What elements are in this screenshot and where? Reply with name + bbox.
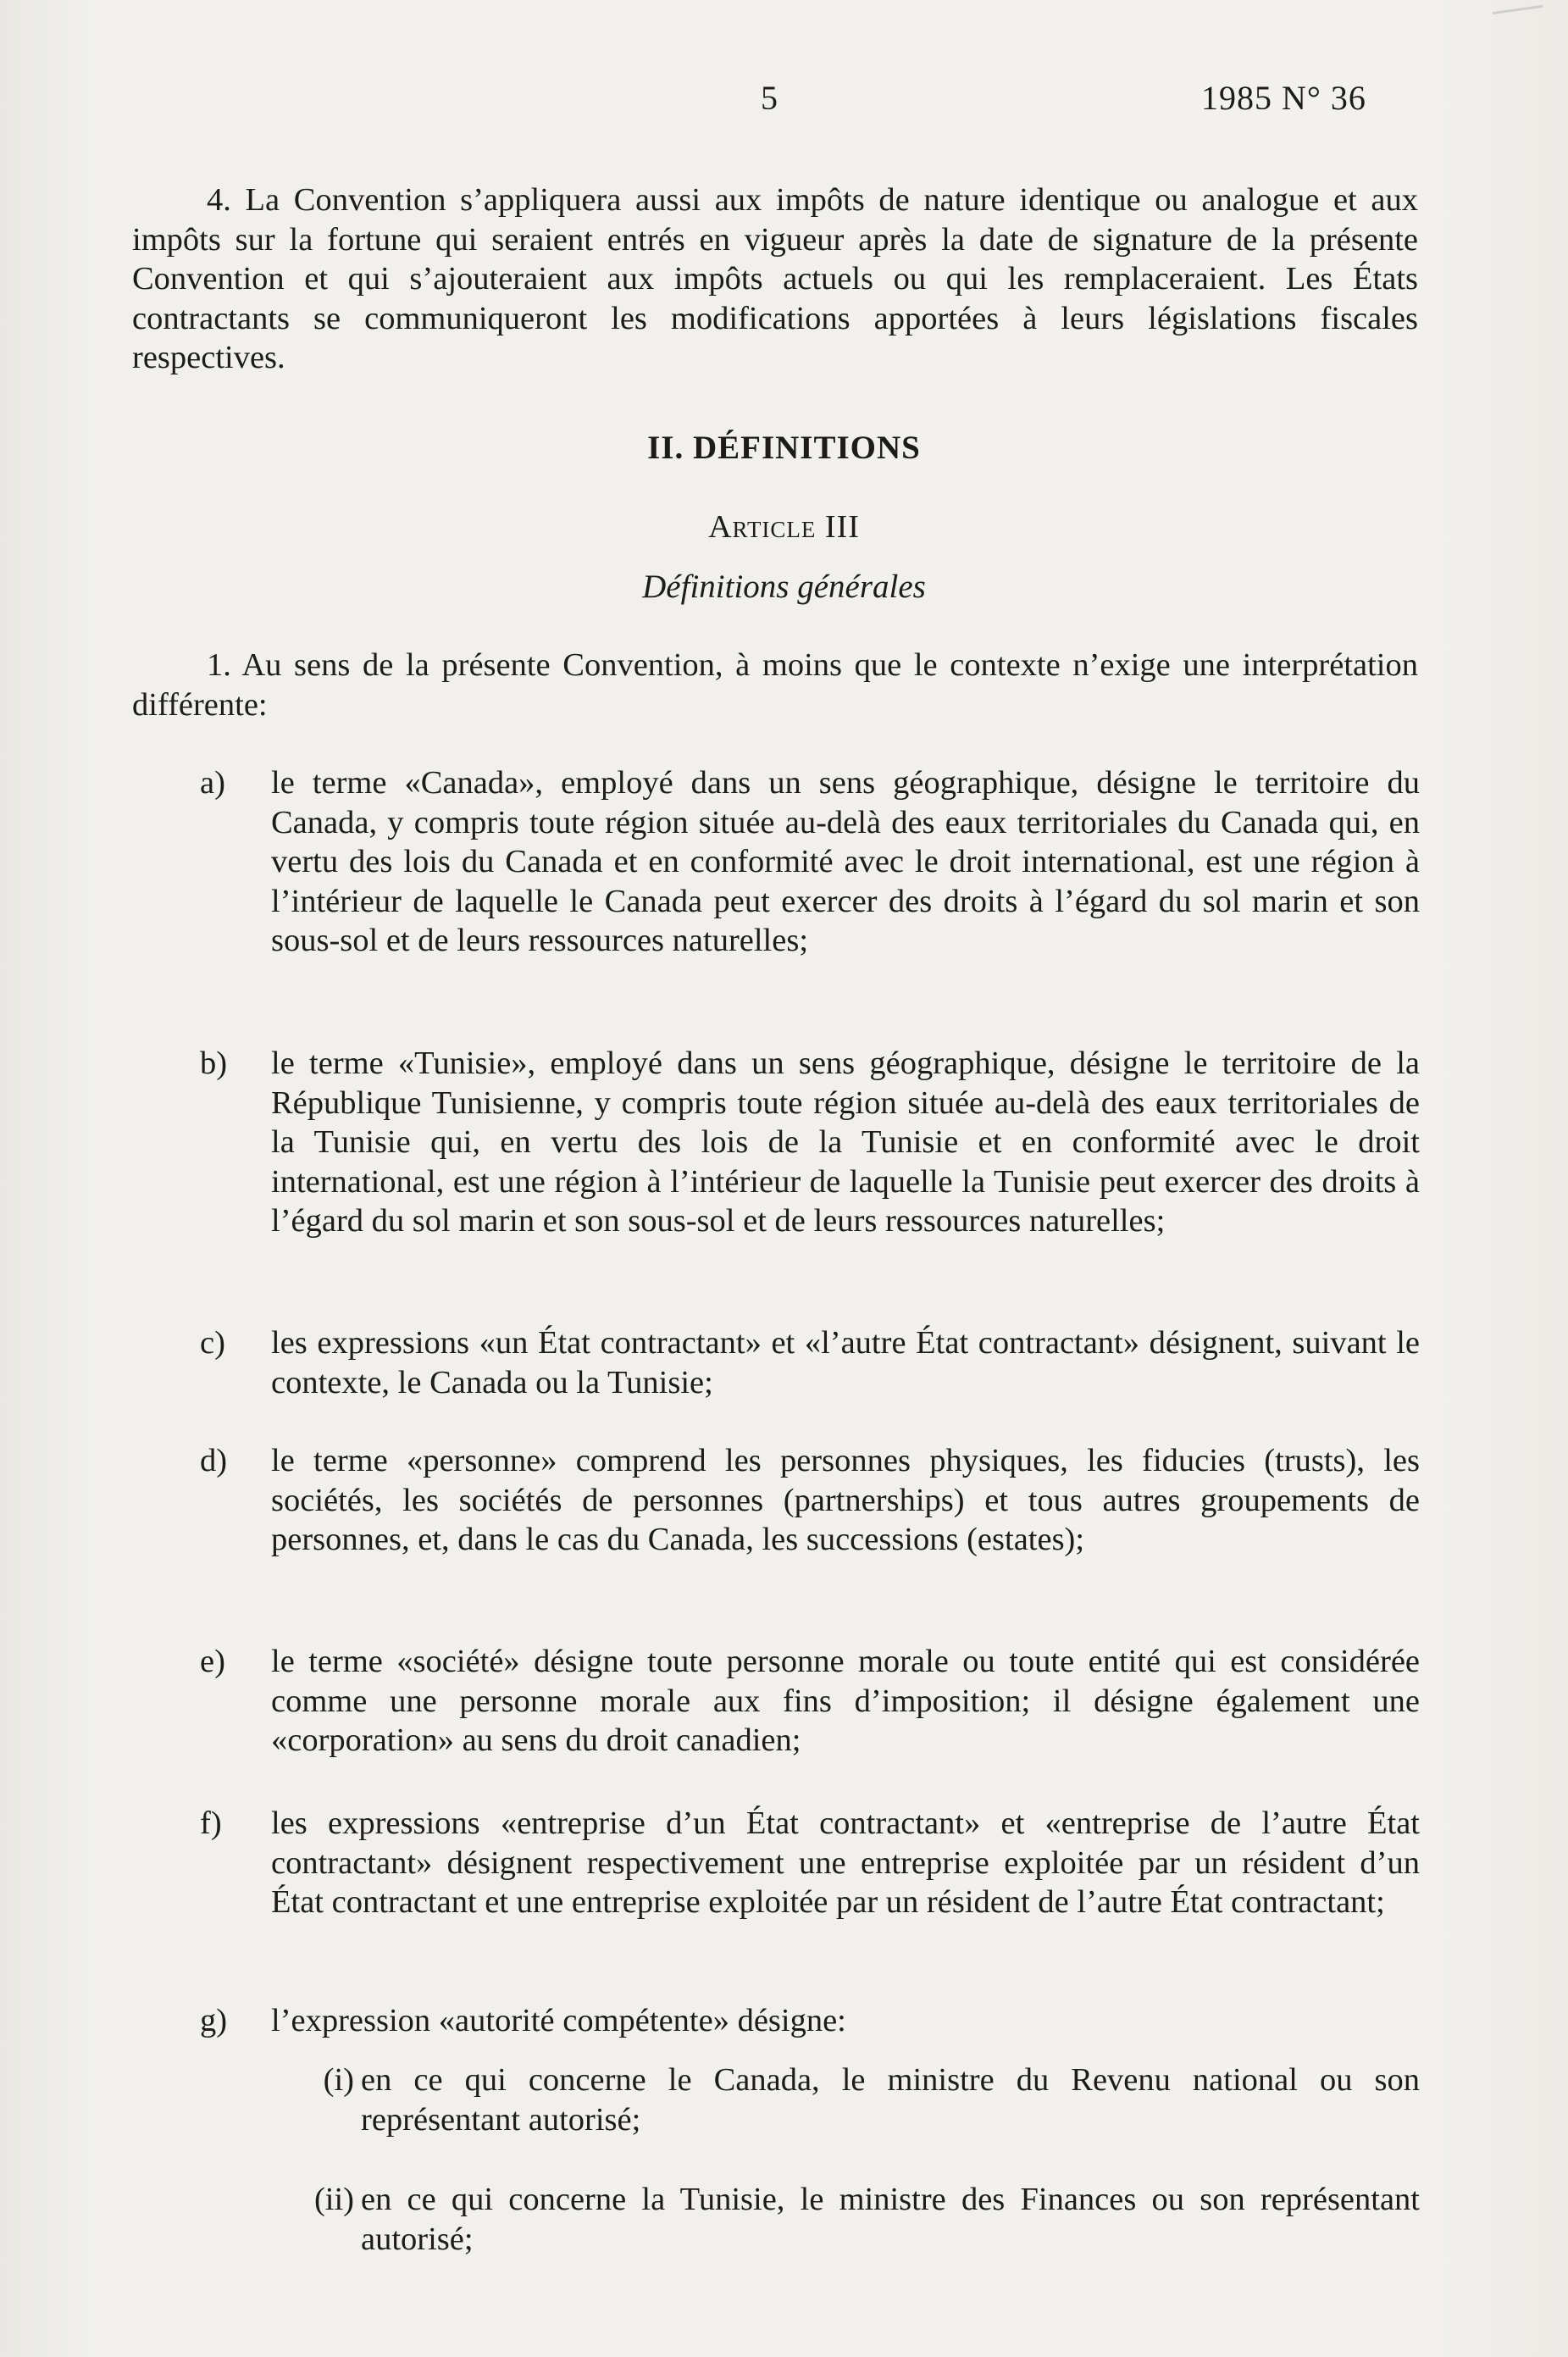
definition-item-g	[200, 2001, 1420, 2041]
sub-item-number: (i)	[323, 2062, 354, 2098]
item-text: le terme «Tunisie», employé dans un sens géographique, désigne le territoire de la République Tunisienne, y compris toute région située au-delà des eaux territoriales de la Tunisie qui, en vertu des lois de la Tunisie et en conformité avec le droit international, est une région à l’intérieur de laquelle la Tunisie peut exercer des droits à l’égard du sol marin et son sous-sol et de leurs ressources naturelles;	[271, 1045, 1420, 1239]
definition-item-e	[200, 1642, 1420, 1761]
item-text: les expressions «entreprise d’un État contractant» et «entreprise de l’autre État contractant» désignent respectivement une entreprise exploitée par un résident d’un État contractant et une entreprise exploitée par un résident de l’autre État contractant;	[271, 1805, 1420, 1920]
item-text: l’expression «autorité compétente» désigne:	[271, 2003, 846, 2038]
item-text: les expressions «un État contractant» et «l’autre État contractant» désignent, suivant le contexte, le Canada ou la Tunisie;	[271, 1325, 1420, 1400]
sub-item-ii	[300, 2180, 1420, 2259]
item-letter: g)	[200, 2003, 228, 2038]
paragraph-4: 4. La Convention s’appliquera aussi aux impôts de nature identique ou analogue et aux impôts sur la fortune qui seraient entrés en vigueur après la date de signature de la présente Convention et qui s’ajouteraient aux impôts actuels ou qui les remplaceraient. Les États contractants se communiqueront les modifications apportées à leurs législations fiscales respectives.	[132, 182, 1418, 375]
sub-item-text: en ce qui concerne le Canada, le ministre du Revenu national ou son représentant autorisé;	[361, 2062, 1420, 2138]
paragraph-1: 1. Au sens de la présente Convention, à moins que le contexte n’exige une interprétation différente:	[132, 647, 1418, 723]
definition-item-a	[200, 763, 1420, 961]
sub-item-i	[300, 2060, 1420, 2139]
definition-item-d	[200, 1441, 1420, 1560]
document-year-number: 1985 N° 36	[1201, 79, 1366, 117]
article-title: Article III	[708, 509, 860, 545]
section-title: II. DÉFINITIONS	[647, 430, 921, 466]
definition-item-c	[200, 1323, 1420, 1402]
item-letter: d)	[200, 1443, 228, 1478]
item-letter: f)	[200, 1805, 222, 1841]
item-letter: a)	[200, 765, 225, 801]
sub-item-number: (ii)	[313, 2182, 354, 2217]
sub-item-text: en ce qui concerne la Tunisie, le ministre des Finances ou son représentant autorisé;	[361, 2182, 1420, 2257]
article-subtitle: Définitions générales	[642, 568, 926, 605]
item-letter: e)	[200, 1644, 225, 1679]
definition-item-f	[200, 1804, 1420, 1922]
item-text: le terme «société» désigne toute personne morale ou toute entité qui est considérée comme une personne morale aux fins d’imposition; il désigne également une «corporation» au sens du droit canadien;	[271, 1644, 1420, 1758]
item-letter: b)	[200, 1045, 228, 1081]
item-text: le terme «Canada», employé dans un sens géographique, désigne le territoire du Canada, y compris toute région située au-delà des eaux territoriales du Canada qui, en vertu des lois du Canada et en conformité avec le droit international, est une région à l’intérieur de laquelle le Canada peut exercer des droits à l’égard du sol marin et son sous-sol et de leurs ressources naturelles;	[271, 765, 1420, 958]
corner-smudge	[1491, 0, 1543, 14]
page-number: 5	[761, 79, 778, 117]
definition-item-b	[200, 1044, 1420, 1241]
item-letter: c)	[200, 1325, 225, 1361]
item-text: le terme «personne» comprend les personnes physiques, les fiducies (trusts), les sociétés, les sociétés de personnes (partnerships) et tous autres groupements de personnes, et, dans le cas du Canada, les successions (estates);	[271, 1443, 1420, 1557]
